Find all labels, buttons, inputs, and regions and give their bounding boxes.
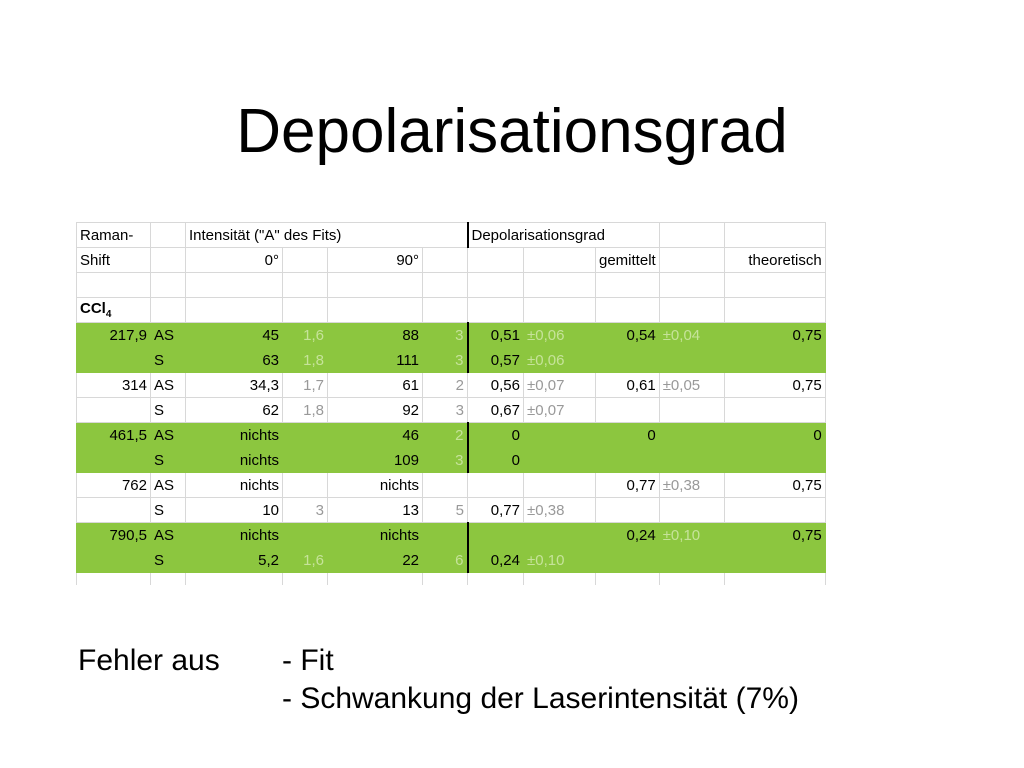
mean-cell: 0,24: [596, 523, 660, 548]
mean-error-cell: ±0,10: [659, 523, 724, 548]
intensity-90-error-cell: 2: [423, 373, 468, 398]
intensity-90-error-cell: 5: [423, 498, 468, 523]
intensity-0-cell: 63: [186, 348, 283, 373]
mean-error-cell: [659, 548, 724, 573]
theoretical-cell: 0,75: [724, 323, 825, 348]
type-cell: S: [151, 548, 186, 573]
theoretical-cell: 0,75: [724, 373, 825, 398]
mean-cell: 0,61: [596, 373, 660, 398]
header-cell: [151, 223, 186, 248]
intensity-0-cell: nichts: [186, 523, 283, 548]
depolarization-cell: 0: [468, 448, 524, 473]
shift-cell: [77, 548, 151, 573]
intensity-90-cell: 61: [328, 373, 423, 398]
depolarization-error-cell: ±0,07: [524, 373, 596, 398]
intensity-90-cell: 22: [328, 548, 423, 573]
theoretical-cell: [724, 548, 825, 573]
intensity-90-error-cell: 3: [423, 398, 468, 423]
intensity-0-cell: 45: [186, 323, 283, 348]
depolarization-cell: 0,77: [468, 498, 524, 523]
intensity-0-error-cell: 1,6: [283, 548, 328, 573]
mean-cell: 0,77: [596, 473, 660, 498]
type-cell: AS: [151, 323, 186, 348]
shift-cell: [77, 498, 151, 523]
theoretical-cell: [724, 498, 825, 523]
type-cell: S: [151, 448, 186, 473]
intensity-90-cell: 111: [328, 348, 423, 373]
intensity-0-error-cell: [283, 423, 328, 448]
mean-cell: [596, 348, 660, 373]
error-note-items: [282, 642, 799, 718]
intensity-90-error-cell: [423, 473, 468, 498]
depolarization-error-cell: ±0,07: [524, 398, 596, 423]
table-row: [77, 398, 826, 423]
intensity-0-cell: 34,3: [186, 373, 283, 398]
error-source-item: - Schwankung der Laserintensität (7%): [282, 682, 799, 715]
header-cell: [468, 248, 524, 273]
header-0deg: 0°: [186, 248, 283, 273]
depolarization-table: [76, 222, 826, 585]
intensity-0-cell: nichts: [186, 473, 283, 498]
intensity-90-cell: 13: [328, 498, 423, 523]
shift-cell: 790,5: [77, 523, 151, 548]
slide-title: Depolarisationsgrad: [236, 97, 788, 166]
shift-cell: [77, 348, 151, 373]
error-source-item: - Fit: [282, 644, 334, 677]
type-cell: AS: [151, 423, 186, 448]
depolarization-cell: 0,67: [468, 398, 524, 423]
header-intensity: Intensität ("A" des Fits): [186, 223, 468, 248]
shift-cell: 314: [77, 373, 151, 398]
table-row: [77, 348, 826, 373]
section-row: [77, 298, 826, 323]
header-cell: [659, 223, 724, 248]
depolarization-cell: 0,24: [468, 548, 524, 573]
mean-error-cell: ±0,04: [659, 323, 724, 348]
table-row: [77, 523, 826, 548]
depolarization-error-cell: [524, 423, 596, 448]
type-cell: S: [151, 498, 186, 523]
theoretical-cell: 0: [724, 423, 825, 448]
depolarization-error-cell: [524, 448, 596, 473]
empty-row: [77, 573, 826, 585]
header-cell: [659, 248, 724, 273]
type-cell: AS: [151, 473, 186, 498]
mean-cell: [596, 498, 660, 523]
mean-cell: [596, 398, 660, 423]
error-note-label: Fehler aus: [78, 644, 220, 677]
type-cell: AS: [151, 523, 186, 548]
table-row: [77, 548, 826, 573]
table-row: [77, 473, 826, 498]
intensity-90-cell: nichts: [328, 473, 423, 498]
mean-error-cell: [659, 348, 724, 373]
mean-error-cell: [659, 448, 724, 473]
depolarization-error-cell: ±0,38: [524, 498, 596, 523]
header-cell: Raman-: [77, 223, 151, 248]
intensity-0-error-cell: 1,7: [283, 373, 328, 398]
intensity-0-error-cell: [283, 523, 328, 548]
shift-cell: 461,5: [77, 423, 151, 448]
intensity-90-error-cell: [423, 523, 468, 548]
header-cell: [423, 248, 468, 273]
intensity-0-error-cell: 1,8: [283, 348, 328, 373]
depolarization-cell: 0,51: [468, 323, 524, 348]
theoretical-cell: [724, 398, 825, 423]
theoretical-cell: [724, 348, 825, 373]
header-cell: [283, 248, 328, 273]
theoretical-cell: 0,75: [724, 523, 825, 548]
theoretical-cell: [724, 448, 825, 473]
type-cell: S: [151, 398, 186, 423]
type-cell: S: [151, 348, 186, 373]
mean-cell: 0,54: [596, 323, 660, 348]
mean-cell: 0: [596, 423, 660, 448]
table-row: [77, 448, 826, 473]
table-row: [77, 423, 826, 448]
shift-cell: 762: [77, 473, 151, 498]
intensity-90-error-cell: 2: [423, 423, 468, 448]
empty-row: [77, 273, 826, 298]
depolarization-error-cell: ±0,06: [524, 323, 596, 348]
depolarization-error-cell: ±0,06: [524, 348, 596, 373]
intensity-90-error-cell: 3: [423, 323, 468, 348]
mean-error-cell: [659, 398, 724, 423]
intensity-0-error-cell: [283, 473, 328, 498]
header-cell: [524, 248, 596, 273]
shift-cell: [77, 448, 151, 473]
depolarization-cell: [468, 523, 524, 548]
section-label: CCl$_4$: [77, 298, 151, 323]
intensity-90-cell: 109: [328, 448, 423, 473]
depolarization-cell: 0,56: [468, 373, 524, 398]
intensity-90-cell: nichts: [328, 523, 423, 548]
intensity-90-cell: 46: [328, 423, 423, 448]
mean-error-cell: [659, 498, 724, 523]
header-theoretical: theoretisch: [724, 248, 825, 273]
intensity-0-cell: 5,2: [186, 548, 283, 573]
intensity-0-error-cell: 1,8: [283, 398, 328, 423]
header-mean: gemittelt: [596, 248, 660, 273]
table-row: [77, 323, 826, 348]
intensity-90-cell: 88: [328, 323, 423, 348]
intensity-90-error-cell: 6: [423, 548, 468, 573]
depolarization-cell: 0,57: [468, 348, 524, 373]
mean-error-cell: [659, 423, 724, 448]
mean-error-cell: ±0,05: [659, 373, 724, 398]
header-90deg: 90°: [328, 248, 423, 273]
intensity-0-cell: nichts: [186, 448, 283, 473]
shift-cell: [77, 398, 151, 423]
mean-cell: [596, 448, 660, 473]
header-cell: [724, 223, 825, 248]
depolarization-error-cell: ±0,10: [524, 548, 596, 573]
intensity-0-cell: nichts: [186, 423, 283, 448]
intensity-90-cell: 92: [328, 398, 423, 423]
depolarization-error-cell: [524, 473, 596, 498]
header-row-2: [77, 248, 826, 273]
type-cell: AS: [151, 373, 186, 398]
intensity-0-cell: 10: [186, 498, 283, 523]
depolarization-cell: 0: [468, 423, 524, 448]
header-depolarization: Depolarisationsgrad: [468, 223, 660, 248]
intensity-90-error-cell: 3: [423, 448, 468, 473]
mean-error-cell: ±0,38: [659, 473, 724, 498]
table-row: [77, 498, 826, 523]
table-row: [77, 373, 826, 398]
theoretical-cell: 0,75: [724, 473, 825, 498]
depolarization-cell: [468, 473, 524, 498]
intensity-0-cell: 62: [186, 398, 283, 423]
header-cell: [151, 248, 186, 273]
intensity-0-error-cell: 3: [283, 498, 328, 523]
header-row-1: [77, 223, 826, 248]
intensity-0-error-cell: 1,6: [283, 323, 328, 348]
shift-cell: 217,9: [77, 323, 151, 348]
intensity-0-error-cell: [283, 448, 328, 473]
header-shift: Shift: [77, 248, 151, 273]
depolarization-error-cell: [524, 523, 596, 548]
mean-cell: [596, 548, 660, 573]
intensity-90-error-cell: 3: [423, 348, 468, 373]
